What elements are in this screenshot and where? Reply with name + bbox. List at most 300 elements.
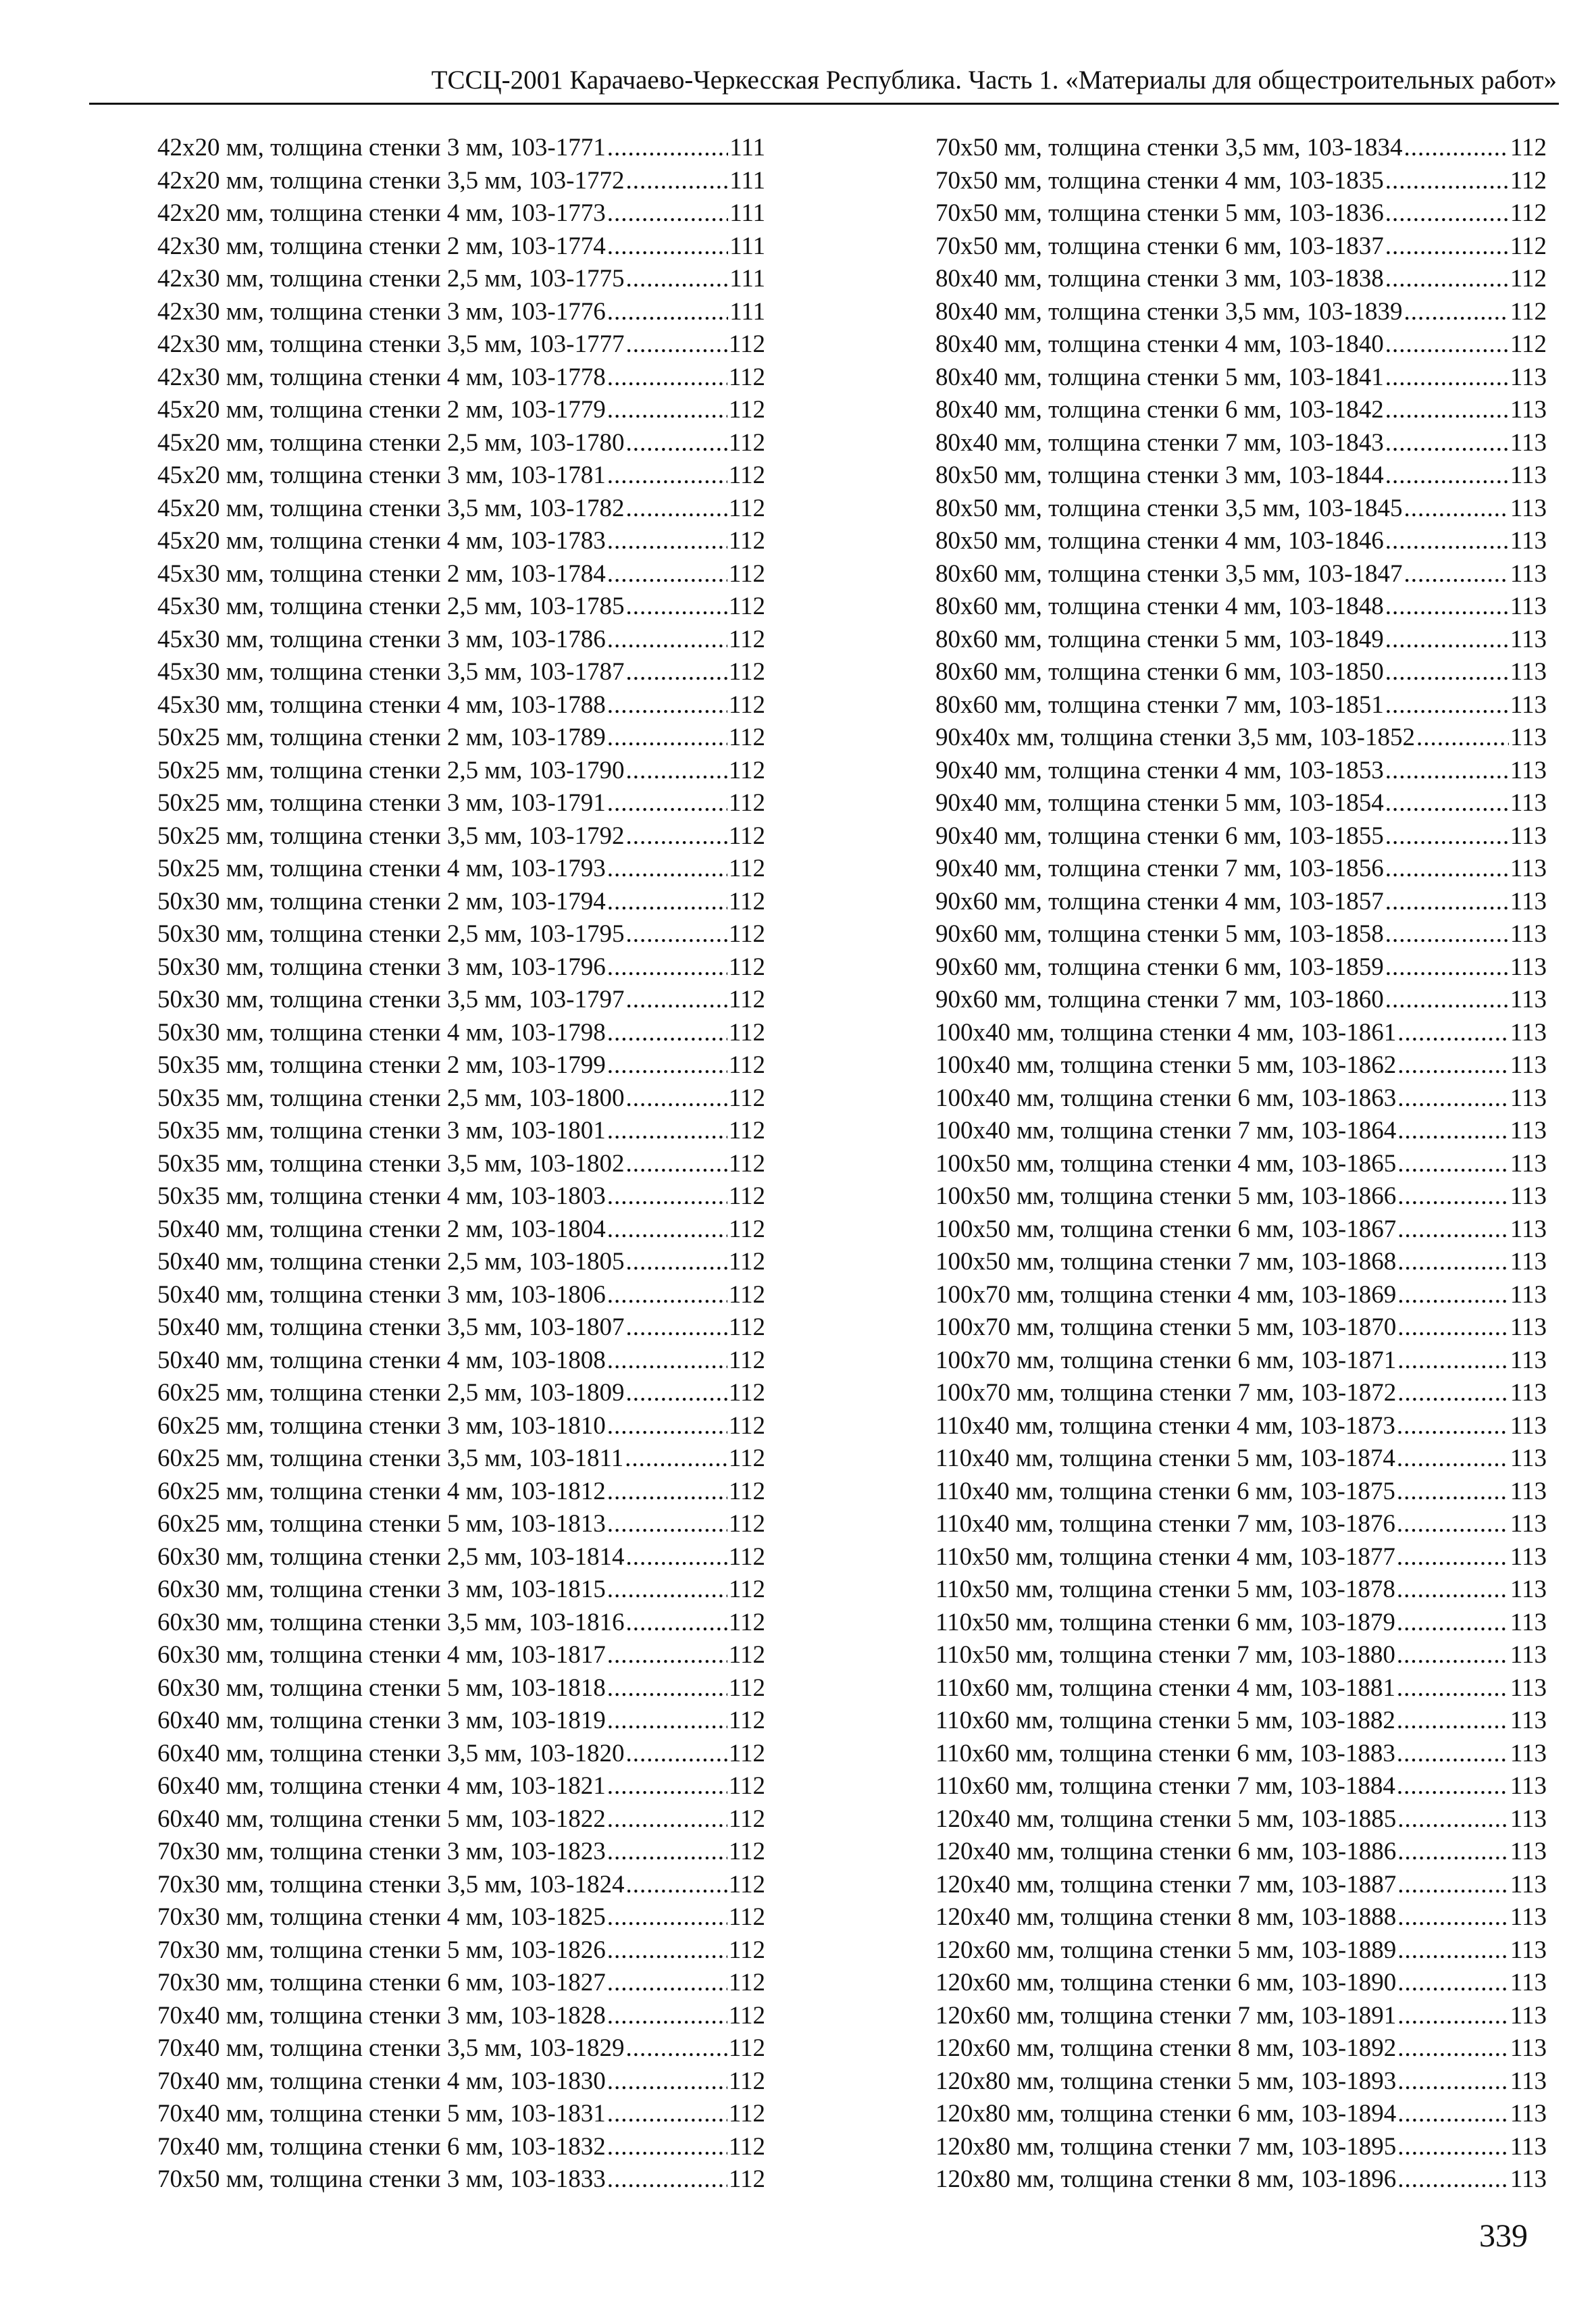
dot-leader [607, 1967, 727, 2000]
entry-text: 45x30 мм, толщина стенки 3,5 мм, 103-1787 [157, 658, 625, 686]
index-entry [157, 2098, 765, 2131]
entry-page-ref: 112 [728, 428, 765, 457]
index-entry [157, 1607, 765, 1640]
entry-page-ref: 113 [1510, 2165, 1547, 2193]
dot-leader [1397, 1639, 1509, 1672]
index-entry [157, 1049, 765, 1082]
dot-leader [607, 394, 727, 427]
entry-text: 60x40 мм, толщина стенки 3,5 мм, 103-1820 [157, 1739, 625, 1767]
index-entry [157, 918, 765, 951]
entry-text: 110x60 мм, толщина стенки 6 мм, 103-1883 [935, 1739, 1395, 1767]
dot-leader [607, 1639, 727, 1672]
entry-page-ref: 113 [1510, 527, 1547, 555]
dot-leader [1397, 1934, 1509, 1967]
entry-page-ref: 113 [1510, 1477, 1547, 1505]
entry-page-ref: 113 [1510, 1903, 1547, 1931]
entry-page-ref: 113 [1510, 1444, 1547, 1472]
entry-page-ref: 112 [728, 822, 765, 850]
entry-page-ref: 111 [729, 232, 765, 260]
dot-leader [607, 951, 727, 984]
dot-leader [607, 2065, 727, 2098]
entry-text: 50x30 мм, толщина стенки 2 мм, 103-1794 [157, 887, 606, 915]
index-entry [157, 755, 765, 788]
index-entry [157, 590, 765, 624]
index-entry [935, 1508, 1547, 1541]
entry-page-ref: 112 [728, 2034, 765, 2062]
index-entry [157, 459, 765, 493]
entry-page-ref: 113 [1510, 1182, 1547, 1210]
index-column-left [157, 132, 765, 2196]
dot-leader [626, 493, 727, 526]
entry-page-ref: 113 [1510, 822, 1547, 850]
entry-page-ref: 113 [1510, 1739, 1547, 1767]
entry-page-ref: 112 [728, 1903, 765, 1931]
dot-leader [1397, 1705, 1509, 1738]
entry-page-ref: 113 [1510, 1870, 1547, 1898]
entry-text: 80x50 мм, толщина стенки 4 мм, 103-1846 [935, 527, 1384, 555]
entry-text: 90x40 мм, толщина стенки 5 мм, 103-1854 [935, 789, 1384, 817]
entry-text: 70x40 мм, толщина стенки 3,5 мм, 103-1829 [157, 2034, 625, 2062]
entry-text: 70x50 мм, толщина стенки 5 мм, 103-1836 [935, 199, 1384, 227]
entry-page-ref: 113 [1510, 2034, 1547, 2062]
dot-leader [1385, 755, 1509, 788]
entry-page-ref: 113 [1510, 1510, 1547, 1538]
index-entry [935, 328, 1547, 361]
dot-leader [626, 918, 727, 951]
index-entry [935, 361, 1547, 395]
entry-page-ref: 112 [1510, 134, 1547, 161]
entry-page-ref: 113 [1510, 2067, 1547, 2095]
entry-text: 110x40 мм, толщина стенки 6 мм, 103-1875 [935, 1477, 1395, 1505]
dot-leader [607, 1803, 727, 1836]
entry-text: 100x40 мм, толщина стенки 5 мм, 103-1862 [935, 1051, 1397, 1079]
entry-page-ref: 112 [728, 789, 765, 817]
entry-page-ref: 112 [728, 920, 765, 948]
header-rule [89, 103, 1559, 105]
index-entry [935, 1607, 1547, 1640]
index-entry [935, 1541, 1547, 1574]
index-entry [935, 1377, 1547, 1410]
dot-leader [1397, 1279, 1509, 1312]
dot-leader [626, 1377, 727, 1410]
entry-text: 110x60 мм, толщина стенки 4 мм, 103-1881 [935, 1674, 1395, 1702]
entry-page-ref: 113 [1510, 1838, 1547, 1865]
entry-text: 70x30 мм, толщина стенки 3 мм, 103-1823 [157, 1838, 606, 1865]
entry-text: 100x50 мм, толщина стенки 4 мм, 103-1865 [935, 1149, 1397, 1178]
entry-page-ref: 112 [728, 1379, 765, 1407]
dot-leader [1397, 1311, 1509, 1344]
index-entry [157, 1377, 765, 1410]
index-entry [935, 2032, 1547, 2065]
dot-leader [607, 886, 727, 919]
dot-leader [607, 689, 727, 722]
index-entry [935, 1770, 1547, 1803]
entry-page-ref: 113 [1510, 625, 1547, 653]
dot-leader [1397, 2098, 1509, 2131]
entry-page-ref: 112 [728, 690, 765, 719]
dot-leader [607, 1901, 727, 1934]
entry-page-ref: 112 [728, 1936, 765, 1964]
entry-text: 100x70 мм, толщина стенки 6 мм, 103-1871 [935, 1346, 1397, 1374]
dot-leader [626, 1607, 727, 1640]
entry-page-ref: 113 [1510, 1707, 1547, 1734]
dot-leader [1397, 1672, 1509, 1705]
index-entry [157, 328, 765, 361]
entry-text: 70x50 мм, толщина стенки 6 мм, 103-1837 [935, 232, 1384, 260]
entry-page-ref: 113 [1510, 1969, 1547, 1996]
entry-text: 60x40 мм, толщина стенки 5 мм, 103-1822 [157, 1805, 606, 1833]
dot-leader [607, 1213, 727, 1247]
entry-text: 60x40 мм, толщина стенки 4 мм, 103-1821 [157, 1772, 606, 1800]
dot-leader [607, 1017, 727, 1050]
entry-page-ref: 111 [729, 199, 765, 227]
entry-text: 45x20 мм, толщина стенки 3,5 мм, 103-1782 [157, 494, 625, 522]
index-entry [157, 132, 765, 165]
entry-page-ref: 113 [1510, 559, 1547, 588]
entry-page-ref: 113 [1510, 1117, 1547, 1145]
dot-leader [1385, 361, 1509, 395]
dot-leader [626, 165, 729, 198]
index-entry [157, 1082, 765, 1115]
dot-leader [1385, 394, 1509, 427]
dot-leader [626, 1541, 727, 1574]
entry-text: 60x30 мм, толщина стенки 3,5 мм, 103-1816 [157, 1608, 625, 1636]
entry-page-ref: 112 [728, 953, 765, 981]
index-entry [935, 230, 1547, 263]
dot-leader [625, 1442, 727, 1476]
dot-leader [607, 787, 727, 820]
entry-text: 60x25 мм, толщина стенки 2,5 мм, 103-1809 [157, 1379, 625, 1407]
dot-leader [1385, 918, 1509, 951]
index-entry [157, 1934, 765, 1967]
entry-text: 80x60 мм, толщина стенки 5 мм, 103-1849 [935, 625, 1384, 653]
entry-text: 120x40 мм, толщина стенки 7 мм, 103-1887 [935, 1870, 1397, 1898]
index-entry [157, 296, 765, 329]
dot-leader [1397, 1607, 1509, 1640]
index-entry [157, 1115, 765, 1148]
entry-page-ref: 112 [728, 855, 765, 882]
dot-leader [607, 132, 728, 165]
index-entry [935, 2131, 1547, 2164]
entry-page-ref: 113 [1510, 1215, 1547, 1243]
entry-text: 70x50 мм, толщина стенки 3,5 мм, 103-1834 [935, 134, 1403, 161]
entry-page-ref: 112 [728, 1117, 765, 1145]
entry-text: 45x30 мм, толщина стенки 2,5 мм, 103-1785 [157, 593, 625, 620]
entry-page-ref: 113 [1510, 428, 1547, 457]
entry-text: 110x40 мм, толщина стенки 7 мм, 103-1876 [935, 1510, 1395, 1538]
dot-leader [1397, 1377, 1509, 1410]
entry-page-ref: 111 [729, 134, 765, 161]
entry-text: 50x25 мм, толщина стенки 2 мм, 103-1789 [157, 724, 606, 751]
entry-page-ref: 113 [1510, 1248, 1547, 1276]
index-entry [935, 197, 1547, 230]
index-entry [935, 394, 1547, 427]
index-entry [935, 558, 1547, 591]
dot-leader [607, 1049, 727, 1082]
dot-leader [1397, 1148, 1509, 1181]
index-entry [157, 165, 765, 198]
entry-page-ref: 113 [1510, 1608, 1547, 1636]
entry-text: 45x20 мм, толщина стенки 2,5 мм, 103-1780 [157, 428, 625, 457]
entry-page-ref: 112 [728, 1149, 765, 1178]
entry-text: 120x60 мм, толщина стенки 8 мм, 103-1892 [935, 2034, 1397, 2062]
entry-text: 90x40 мм, толщина стенки 4 мм, 103-1853 [935, 756, 1384, 784]
index-entry [935, 2065, 1547, 2098]
entry-page-ref: 112 [728, 625, 765, 653]
entry-text: 120x80 мм, толщина стенки 8 мм, 103-1896 [935, 2165, 1397, 2193]
index-entry [935, 820, 1547, 853]
dot-leader [626, 1311, 727, 1344]
dot-leader [1404, 132, 1509, 165]
index-entry [157, 624, 765, 657]
entry-page-ref: 112 [728, 2100, 765, 2128]
dot-leader [1397, 2131, 1509, 2164]
entry-page-ref: 113 [1510, 1149, 1547, 1178]
entry-text: 90x60 мм, толщина стенки 6 мм, 103-1859 [935, 953, 1384, 981]
dot-leader [1397, 1213, 1509, 1247]
dot-leader [626, 590, 727, 624]
entry-text: 120x80 мм, толщина стенки 7 мм, 103-1895 [935, 2132, 1397, 2161]
entry-text: 80x40 мм, толщина стенки 6 мм, 103-1842 [935, 396, 1384, 424]
entry-text: 70x50 мм, толщина стенки 3 мм, 103-1833 [157, 2165, 606, 2193]
index-entry [935, 722, 1547, 755]
entry-page-ref: 112 [728, 1608, 765, 1636]
entry-page-ref: 112 [728, 1215, 765, 1243]
entry-text: 120x80 мм, толщина стенки 6 мм, 103-1894 [935, 2100, 1397, 2128]
entry-page-ref: 112 [728, 527, 765, 555]
index-entry [157, 1770, 765, 1803]
index-entry [935, 886, 1547, 919]
index-entry [157, 230, 765, 263]
index-entry [157, 1344, 765, 1378]
entry-page-ref: 113 [1510, 690, 1547, 719]
entry-text: 120x40 мм, толщина стенки 6 мм, 103-1886 [935, 1838, 1397, 1865]
entry-text: 110x60 мм, толщина стенки 5 мм, 103-1882 [935, 1707, 1395, 1734]
index-entry [157, 558, 765, 591]
index-entry [935, 1574, 1547, 1607]
entry-page-ref: 112 [728, 1510, 765, 1538]
index-entry [935, 1311, 1547, 1344]
index-entry [157, 1148, 765, 1181]
entry-text: 100x50 мм, толщина стенки 6 мм, 103-1867 [935, 1215, 1397, 1243]
index-entry [935, 624, 1547, 657]
dot-leader [1397, 1082, 1509, 1115]
dot-leader [607, 1705, 727, 1738]
entry-page-ref: 112 [728, 2165, 765, 2193]
index-entry [157, 2000, 765, 2033]
entry-page-ref: 113 [1510, 363, 1547, 391]
dot-leader [607, 2000, 727, 2033]
index-entry [935, 1901, 1547, 1934]
entry-text: 50x40 мм, толщина стенки 4 мм, 103-1808 [157, 1346, 606, 1374]
index-entry [157, 656, 765, 689]
dot-leader [1385, 886, 1509, 919]
dot-leader [1385, 951, 1509, 984]
running-header: ТССЦ-2001 Карачаево-Черкесская Республика. Часть 1. «Материалы для общестроительных работ» [431, 66, 1557, 95]
dot-leader [607, 296, 728, 329]
dot-leader [1385, 590, 1509, 624]
index-entry [157, 1180, 765, 1213]
entry-text: 50x35 мм, толщина стенки 2 мм, 103-1799 [157, 1051, 606, 1079]
dot-leader [1385, 525, 1509, 558]
index-entry [157, 722, 765, 755]
index-column-right [935, 132, 1547, 2196]
dot-leader [1397, 1541, 1509, 1574]
entry-page-ref: 113 [1510, 1280, 1547, 1309]
index-entry [935, 755, 1547, 788]
entry-page-ref: 113 [1510, 855, 1547, 882]
index-entry [935, 1017, 1547, 1050]
dot-leader [1404, 296, 1509, 329]
index-entry [157, 820, 765, 853]
index-entry [935, 1082, 1547, 1115]
entry-text: 70x30 мм, толщина стенки 4 мм, 103-1825 [157, 1903, 606, 1931]
entry-text: 90x40x мм, толщина стенки 3,5 мм, 103-1852 [935, 724, 1415, 751]
dot-leader [1385, 328, 1509, 361]
dot-leader [1397, 1901, 1509, 1934]
entry-text: 70x40 мм, толщина стенки 3 мм, 103-1828 [157, 2001, 606, 2030]
index-entry [935, 1836, 1547, 1869]
entry-page-ref: 112 [728, 2001, 765, 2030]
dot-leader [1385, 230, 1509, 263]
entry-text: 100x50 мм, толщина стенки 7 мм, 103-1868 [935, 1248, 1397, 1276]
entry-page-ref: 112 [728, 1051, 765, 1079]
entry-page-ref: 113 [1510, 724, 1547, 751]
entry-page-ref: 113 [1510, 986, 1547, 1013]
entry-page-ref: 112 [728, 1248, 765, 1276]
entry-text: 90x40 мм, толщина стенки 6 мм, 103-1855 [935, 822, 1384, 850]
index-entry [157, 1442, 765, 1476]
index-entry [157, 1311, 765, 1344]
index-entry [157, 1836, 765, 1869]
entry-page-ref: 113 [1510, 1641, 1547, 1669]
index-entry [935, 1476, 1547, 1509]
dot-leader [626, 1246, 727, 1279]
dot-leader [607, 853, 727, 886]
index-entry [157, 1279, 765, 1312]
entry-text: 42x30 мм, толщина стенки 4 мм, 103-1778 [157, 363, 606, 391]
index-entry [935, 590, 1547, 624]
index-entry [935, 1410, 1547, 1443]
entry-page-ref: 112 [728, 2067, 765, 2095]
dot-leader [1397, 1836, 1509, 1869]
index-entry [157, 361, 765, 395]
entry-text: 60x30 мм, толщина стенки 4 мм, 103-1817 [157, 1641, 606, 1669]
entry-text: 50x25 мм, толщина стенки 3 мм, 103-1791 [157, 789, 606, 817]
entry-text: 70x30 мм, толщина стенки 5 мм, 103-1826 [157, 1936, 606, 1964]
dot-leader [1397, 1476, 1509, 1509]
dot-leader [1385, 984, 1509, 1017]
entry-page-ref: 112 [728, 1641, 765, 1669]
entry-text: 50x25 мм, толщина стенки 2,5 мм, 103-1790 [157, 756, 625, 784]
index-entry [157, 951, 765, 984]
entry-page-ref: 113 [1510, 789, 1547, 817]
entry-page-ref: 113 [1510, 2001, 1547, 2030]
dot-leader [1397, 1967, 1509, 2000]
entry-text: 70x30 мм, толщина стенки 6 мм, 103-1827 [157, 1969, 606, 1996]
dot-leader [607, 197, 728, 230]
dot-leader [626, 1869, 727, 1902]
entry-text: 120x60 мм, толщина стенки 7 мм, 103-1891 [935, 2001, 1397, 2030]
entry-text: 42x30 мм, толщина стенки 3,5 мм, 103-1777 [157, 330, 625, 358]
dot-leader [607, 230, 728, 263]
entry-page-ref: 113 [1510, 1411, 1547, 1440]
dot-leader [607, 1476, 727, 1509]
entry-page-ref: 113 [1510, 1379, 1547, 1407]
entry-page-ref: 112 [1510, 232, 1547, 260]
entry-text: 80x50 мм, толщина стенки 3 мм, 103-1844 [935, 461, 1384, 489]
entry-text: 100x50 мм, толщина стенки 5 мм, 103-1866 [935, 1182, 1397, 1210]
entry-page-ref: 112 [728, 887, 765, 915]
entry-page-ref: 112 [728, 986, 765, 1013]
entry-page-ref: 113 [1510, 953, 1547, 981]
dot-leader [1385, 165, 1509, 198]
entry-text: 120x60 мм, толщина стенки 5 мм, 103-1889 [935, 1936, 1397, 1964]
index-entry [157, 1672, 765, 1705]
dot-leader [626, 820, 727, 853]
entry-text: 70x50 мм, толщина стенки 4 мм, 103-1835 [935, 166, 1384, 195]
entry-text: 80x40 мм, толщина стенки 7 мм, 103-1843 [935, 428, 1384, 457]
dot-leader [1397, 1246, 1509, 1279]
entry-text: 45x30 мм, толщина стенки 3 мм, 103-1786 [157, 625, 606, 653]
entry-text: 100x70 мм, толщина стенки 7 мм, 103-1872 [935, 1379, 1397, 1407]
dot-leader [1416, 722, 1509, 755]
entry-page-ref: 112 [728, 494, 765, 522]
index-entry [935, 296, 1547, 329]
index-entry [935, 1049, 1547, 1082]
entry-text: 42x30 мм, толщина стенки 3 мм, 103-1776 [157, 297, 606, 326]
entry-page-ref: 113 [1510, 461, 1547, 489]
entry-text: 50x30 мм, толщина стенки 3 мм, 103-1796 [157, 953, 606, 981]
entry-text: 60x25 мм, толщина стенки 3,5 мм, 103-1811 [157, 1444, 624, 1472]
index-entry [935, 984, 1547, 1017]
index-entry [157, 1213, 765, 1247]
index-entry [935, 787, 1547, 820]
dot-leader [607, 2098, 727, 2131]
index-entry [935, 1213, 1547, 1247]
entry-page-ref: 112 [1510, 199, 1547, 227]
entry-text: 100x40 мм, толщина стенки 6 мм, 103-1863 [935, 1084, 1397, 1112]
dot-leader [607, 2131, 727, 2164]
dot-leader [1397, 1115, 1509, 1148]
dot-leader [626, 1148, 727, 1181]
dot-leader [607, 1344, 727, 1378]
entry-page-ref: 113 [1510, 2100, 1547, 2128]
entry-text: 110x50 мм, толщина стенки 6 мм, 103-1879 [935, 1608, 1395, 1636]
entry-page-ref: 113 [1510, 2132, 1547, 2161]
index-entry [157, 263, 765, 296]
index-entry [935, 689, 1547, 722]
index-entry [157, 1738, 765, 1771]
index-entry [157, 1246, 765, 1279]
dot-leader [1397, 2163, 1509, 2196]
dot-leader [626, 427, 727, 460]
dot-leader [1385, 263, 1509, 296]
entry-text: 45x20 мм, толщина стенки 2 мм, 103-1779 [157, 396, 606, 424]
index-entry [935, 2000, 1547, 2033]
dot-leader [626, 2032, 727, 2065]
index-entry [935, 427, 1547, 460]
dot-leader [607, 722, 727, 755]
entry-text: 120x80 мм, толщина стенки 5 мм, 103-1893 [935, 2067, 1397, 2095]
entry-page-ref: 112 [1510, 330, 1547, 358]
entry-text: 110x40 мм, толщина стенки 4 мм, 103-1873 [935, 1411, 1395, 1440]
entry-text: 45x20 мм, толщина стенки 3 мм, 103-1781 [157, 461, 606, 489]
entry-text: 50x30 мм, толщина стенки 3,5 мм, 103-1797 [157, 986, 625, 1013]
dot-leader [607, 1770, 727, 1803]
entry-page-ref: 112 [728, 1838, 765, 1865]
entry-text: 60x30 мм, толщина стенки 3 мм, 103-1815 [157, 1576, 606, 1603]
